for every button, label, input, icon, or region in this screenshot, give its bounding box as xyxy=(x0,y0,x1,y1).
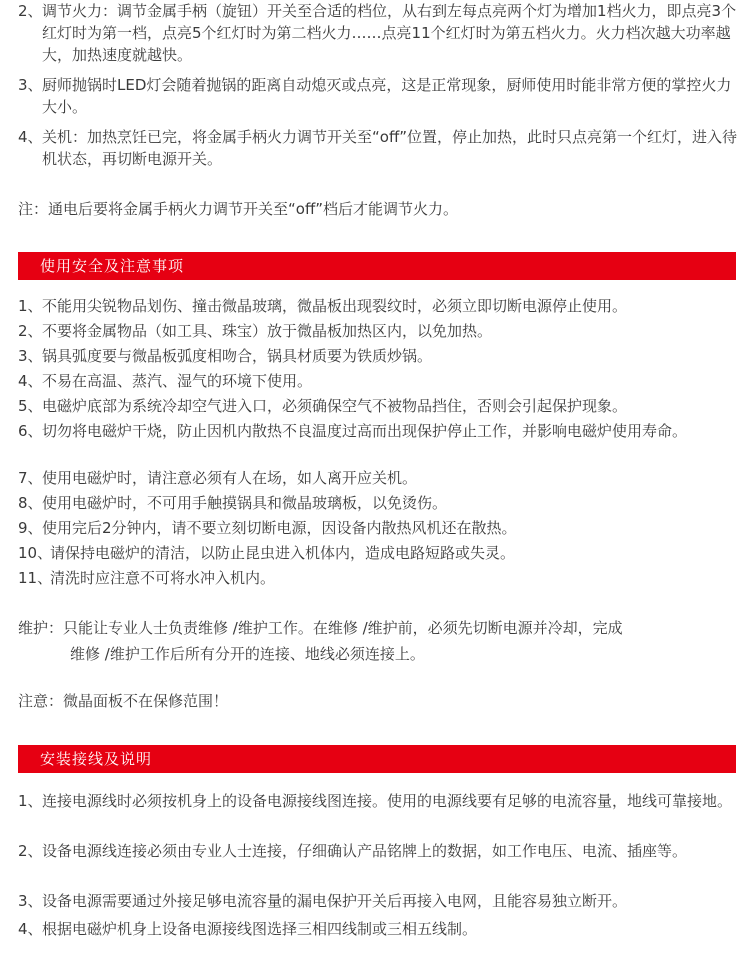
item-number: 1、 xyxy=(18,297,43,315)
install-list xyxy=(18,790,738,940)
item-text: 根据电磁炉机身上设备电源接线图选择三相四线制或三相五线制。 xyxy=(42,920,478,938)
item-text: 清洗时应注意不可将水冲入机内。 xyxy=(50,569,276,587)
item-number: 4、 xyxy=(18,920,43,938)
note-text: 注：通电后要将金属手柄火力调节开关至“off”档后才能调节火力。 xyxy=(18,200,459,218)
item-text: 锅具弧度要与微晶板弧度相吻合，锅具材质要为铁质炒锅。 xyxy=(42,347,433,365)
item-number: 11、 xyxy=(18,569,53,587)
item-text: 请保持电磁炉的清洁，以防止昆虫进入机体内，造成电路短路或失灵。 xyxy=(50,544,516,562)
item-number: 4、 xyxy=(18,372,43,390)
item-number: 2、 xyxy=(18,322,43,340)
list-item xyxy=(18,492,738,514)
item-number: 10、 xyxy=(18,544,53,562)
item-text: 调节火力：调节金属手柄（旋钮）开关至合适的档位，从右到左每点亮两个灯为增加1档火力，即点亮3个红灯时为第一档，点亮5个红灯时为第二档火力……点亮11个红灯时为第五档火力。火力档次越大功率越大，加热速度就越快。 xyxy=(42,2,737,64)
warranty-note xyxy=(18,690,738,712)
maintenance-note xyxy=(18,617,738,665)
list-item xyxy=(18,74,738,118)
list-item xyxy=(18,295,738,317)
list-item xyxy=(18,542,738,564)
item-text: 不易在高温、蒸汽、湿气的环境下使用。 xyxy=(42,372,313,390)
list-item xyxy=(18,395,738,417)
item-number: 2、 xyxy=(18,842,43,860)
maintenance-text-1: 只能让专业人士负责维修 /维护工作。在维修 /维护前，必须先切断电源并冷却，完成 xyxy=(63,619,623,637)
item-number: 9、 xyxy=(18,519,43,537)
item-number: 6、 xyxy=(18,422,43,440)
item-number: 8、 xyxy=(18,494,43,512)
list-item xyxy=(18,467,738,489)
item-number: 1、 xyxy=(18,792,43,810)
list-item xyxy=(18,790,738,834)
operation-list xyxy=(18,0,738,170)
install-section-header xyxy=(18,745,736,773)
item-text: 设备电源线连接必须由专业人士连接，仔细确认产品铭牌上的数据，如工作电压、电流、插座等。 xyxy=(42,842,688,860)
item-number: 3、 xyxy=(18,76,43,94)
item-text: 切勿将电磁炉干烧，防止因机内散热不良温度过高而出现保护停止工作，并影响电磁炉使用寿命。 xyxy=(42,422,688,440)
maintenance-label: 维护： xyxy=(18,619,64,637)
section-title: 使用安全及注意事项 xyxy=(40,257,185,275)
list-item xyxy=(18,420,738,464)
item-text: 使用电磁炉时，不可用手触摸锅具和微晶玻璃板，以免烫伤。 xyxy=(42,494,448,512)
item-text: 电磁炉底部为系统冷却空气进入口，必须确保空气不被物品挡住，否则会引起保护现象。 xyxy=(42,397,628,415)
safety-section-header xyxy=(18,252,736,280)
list-item xyxy=(18,0,738,66)
item-number: 3、 xyxy=(18,892,43,910)
section-title: 安装接线及说明 xyxy=(40,750,153,768)
item-number: 4、 xyxy=(18,128,43,146)
item-number: 2、 xyxy=(18,2,43,20)
maintenance-text-2: 维修 /维护工作后所有分开的连接、地线必须连接上。 xyxy=(70,645,425,663)
list-item xyxy=(18,126,738,170)
list-item xyxy=(18,567,738,589)
operation-note xyxy=(18,198,738,220)
item-number: 5、 xyxy=(18,397,43,415)
item-text: 不要将金属物品（如工具、珠宝）放于微晶板加热区内，以免加热。 xyxy=(42,322,493,340)
list-item xyxy=(18,370,738,392)
item-text: 关机：加热烹饪已完，将金属手柄火力调节开关至“off”位置，停止加热，此时只点亮第一个红灯，进入待机状态，再切断电源开关。 xyxy=(42,128,738,168)
list-item xyxy=(18,517,738,539)
item-text: 使用电磁炉时，请注意必须有人在场，如人离开应关机。 xyxy=(42,469,418,487)
list-item xyxy=(18,320,738,342)
item-text: 使用完后2分钟内，请不要立刻切断电源，因设备内散热风机还在散热。 xyxy=(42,519,517,537)
list-item xyxy=(18,345,738,367)
item-text: 连接电源线时必须按机身上的设备电源接线图连接。使用的电源线要有足够的电流容量，地线可靠接地。 xyxy=(42,792,733,810)
item-text: 设备电源需要通过外接足够电流容量的漏电保护开关后再接入电网，且能容易独立断开。 xyxy=(42,892,628,910)
warranty-text: 注意：微晶面板不在保修范围！ xyxy=(18,692,229,710)
item-number: 7、 xyxy=(18,469,43,487)
list-item xyxy=(18,918,738,940)
item-text: 厨师抛锅时LED灯会随着抛锅的距离自动熄灭或点亮，这是正常现象，厨师使用时能非常方便的掌控火力大小。 xyxy=(42,76,732,116)
item-text: 不能用尖锐物品划伤、撞击微晶玻璃，微晶板出现裂纹时，必须立即切断电源停止使用。 xyxy=(42,297,628,315)
maintenance-line-1 xyxy=(18,617,738,639)
list-item xyxy=(18,840,738,884)
safety-list xyxy=(18,295,738,589)
item-number: 3、 xyxy=(18,347,43,365)
list-item xyxy=(18,890,738,912)
